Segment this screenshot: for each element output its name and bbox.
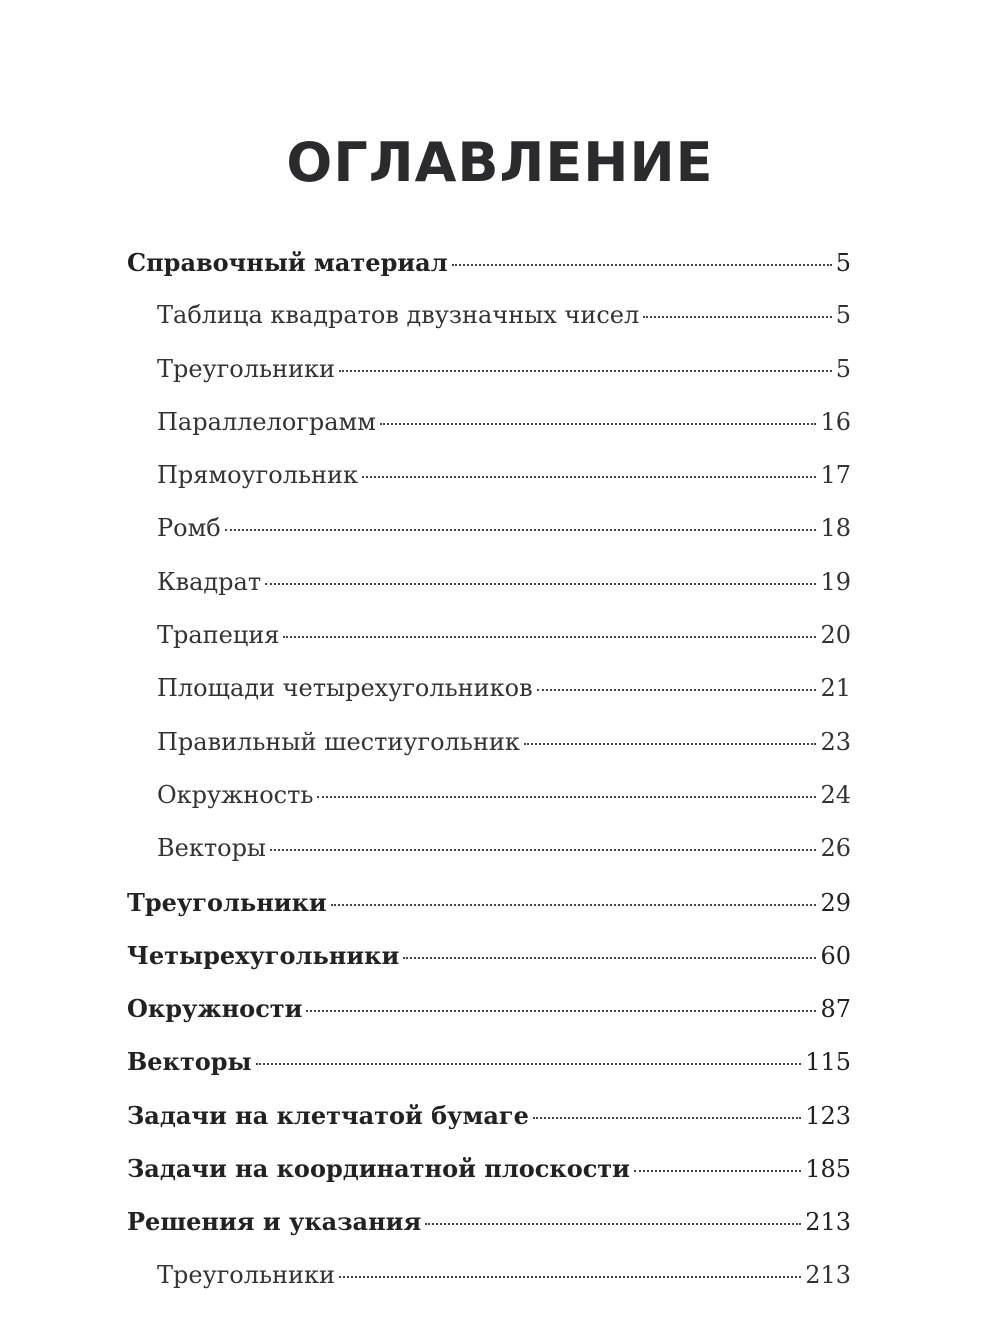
- toc-entry: [127, 396, 851, 449]
- toc-entry: [127, 449, 851, 502]
- dot-leader: [283, 636, 816, 638]
- toc-entry-label: Прямоугольник: [157, 461, 358, 490]
- dot-leader: [339, 370, 832, 372]
- toc-entry: [127, 1142, 851, 1195]
- toc-entry-label: Правильный шестиугольник: [157, 727, 520, 756]
- dot-leader: [533, 1117, 801, 1119]
- toc-entry-page: 60: [820, 941, 851, 970]
- dot-leader: [306, 1010, 816, 1012]
- toc-entry: [127, 1249, 851, 1302]
- dot-leader: [403, 957, 816, 959]
- toc-entry: [127, 822, 851, 875]
- toc-entry-label: Таблица квадратов двузначных чисел: [157, 301, 640, 330]
- toc-entry: [127, 502, 851, 555]
- toc-entry: [127, 929, 851, 982]
- toc-entry: [127, 1035, 851, 1088]
- toc-entry: [127, 982, 851, 1035]
- dot-leader: [331, 904, 817, 906]
- toc-entry: [127, 289, 851, 342]
- toc-entry: [127, 609, 851, 662]
- toc-entry-page: 21: [820, 674, 851, 703]
- toc-entry: [127, 236, 851, 289]
- toc-entry: [127, 1195, 851, 1248]
- toc-entry-page: 213: [805, 1208, 851, 1237]
- toc-entry: [127, 662, 851, 715]
- toc-entry-label: Окружность: [157, 780, 314, 809]
- page-title: ОГЛАВЛЕНИЕ: [286, 131, 714, 194]
- toc-entry-page: 26: [820, 834, 851, 863]
- toc-entry-page: 185: [805, 1155, 851, 1184]
- toc-entry-page: 123: [805, 1101, 851, 1130]
- toc-entry-page: 5: [835, 301, 851, 330]
- toc-entry-page: 20: [820, 621, 851, 650]
- toc-entry-label: Решения и указания: [127, 1207, 422, 1237]
- toc-entry-page: 18: [820, 514, 851, 543]
- toc-entry-label: Векторы: [157, 834, 267, 863]
- toc-entry-label: Задачи на координатной плоскости: [127, 1154, 630, 1184]
- toc-entry-label: Треугольники: [157, 354, 336, 383]
- toc-entry-page: 17: [820, 461, 851, 490]
- dot-leader: [339, 1276, 801, 1278]
- toc-entry-label: Площади четырехугольников: [157, 674, 533, 703]
- toc-entry-label: Трапеция: [157, 621, 280, 650]
- toc-entry-label: Задачи на клетчатой бумаге: [127, 1100, 529, 1130]
- toc-entry-label: Треугольники: [157, 1260, 336, 1289]
- dot-leader: [643, 316, 832, 318]
- toc-entry-label: Справочный материал: [127, 248, 448, 277]
- toc-entry-label: Ромб: [157, 514, 221, 543]
- dot-leader: [265, 583, 816, 585]
- toc-entry-page: 19: [820, 567, 851, 596]
- toc-entry-label: Окружности: [127, 994, 303, 1024]
- toc-entry-page: 23: [820, 727, 851, 756]
- toc-entry: [127, 556, 851, 609]
- dot-leader: [225, 529, 817, 531]
- toc-entry-label: Векторы: [127, 1047, 252, 1077]
- toc-entry-page: 5: [835, 249, 851, 277]
- toc-entry-page: 5: [835, 354, 851, 383]
- toc-entry: [127, 343, 851, 396]
- dot-leader: [425, 1223, 801, 1225]
- toc-entry-label: Квадрат: [157, 567, 262, 596]
- toc-entry-page: 87: [820, 995, 851, 1024]
- dot-leader: [256, 1063, 802, 1065]
- toc-entry-page: 115: [805, 1048, 851, 1077]
- toc-entry-label: Параллелограмм: [157, 407, 376, 436]
- dot-leader: [317, 796, 816, 798]
- toc-entry-page: 16: [820, 407, 851, 436]
- table-of-contents: [127, 236, 851, 1302]
- dot-leader: [634, 1170, 801, 1172]
- toc-entry-page: 213: [805, 1260, 851, 1289]
- dot-leader: [524, 743, 817, 745]
- dot-leader: [380, 423, 817, 425]
- toc-entry: [127, 716, 851, 769]
- dot-leader: [270, 849, 816, 851]
- dot-leader: [452, 264, 832, 266]
- dot-leader: [537, 689, 817, 691]
- toc-entry: [127, 1089, 851, 1142]
- toc-entry-page: 24: [820, 780, 851, 809]
- toc-entry: [127, 769, 851, 822]
- toc-entry-label: Четырехугольники: [127, 940, 400, 970]
- toc-entry-label: Треугольники: [127, 887, 327, 917]
- toc-entry: [127, 876, 851, 929]
- toc-entry-page: 29: [820, 888, 851, 917]
- dot-leader: [362, 476, 816, 478]
